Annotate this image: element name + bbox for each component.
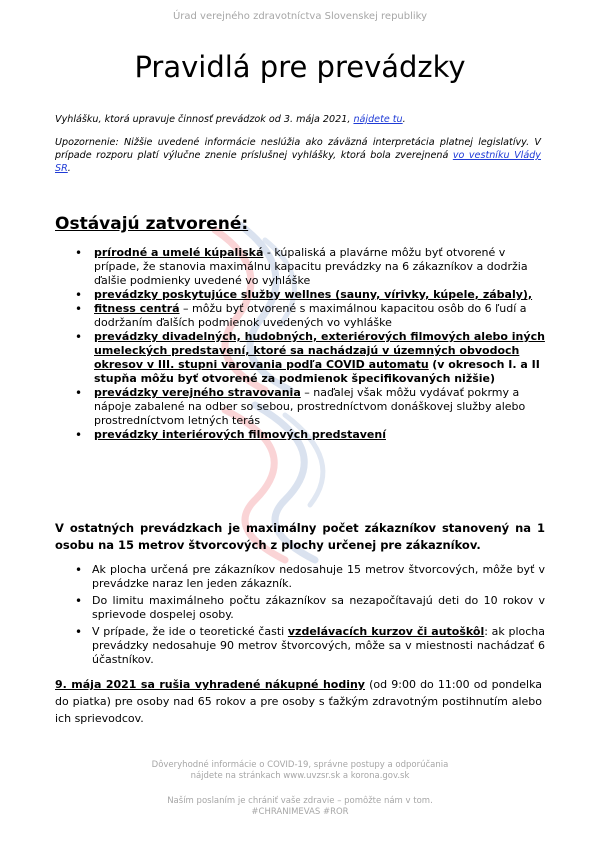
list-item <box>75 330 545 386</box>
item-title: prevádzky interiérových filmových predstavení <box>94 428 386 441</box>
item-text: – môžu byť otvorené s maximálnou kapacitou osôb do 6 ľudí a dodržaním ďalších podmienok uvedených vo vyhláške <box>94 302 527 329</box>
header-org: Úrad verejného zdravotníctva Slovenskej republiky <box>172 11 428 22</box>
notice-paragraph <box>55 136 541 175</box>
closed-heading: Ostávajú zatvorené: <box>55 214 249 234</box>
notice-link[interactable]: vo vestníku Vlády SR <box>55 150 541 174</box>
intro-link[interactable]: nájdete tu <box>353 114 403 125</box>
intro-text: Vyhlášku, ktorá upravuje činnosť prevádzok od 3. mája 2021, <box>55 114 354 125</box>
list-item <box>75 386 545 428</box>
list-item <box>75 246 545 288</box>
list-item: • Do limitu maximálneho počtu zákazníkov sa nezapočítavajú deti do 10 rokov v sprievode dospelej osoby. <box>75 594 545 622</box>
intro-paragraph <box>55 113 541 126</box>
item-title: prírodné a umelé kúpaliská <box>94 246 264 259</box>
footer-line1: Dôveryhodné informácie o COVID-19, správne postupy a odporúčania <box>151 760 449 770</box>
may-paragraph <box>55 676 542 727</box>
footer <box>0 760 600 818</box>
item-title: prevádzky divadelných, hudobných, exteriérových filmových alebo iných umeleckých predstavení, ktoré sa nachádzajú v územných obvodoch okresov v III. stupni varovania podľa COVID automatu <box>94 330 545 371</box>
item-text: – naďalej však môžu vydávať pokrmy a nápoje zabalené na odber so sebou, prostredníctvom donáškovej služby alebo prostredníctvom letných terás <box>94 386 526 427</box>
list-item: • Ak plocha určená pre zákazníkov nedosahuje 15 metrov štvorcových, môže byť v prevádzke naraz len jeden zákazník. <box>75 563 545 591</box>
may-bold: 9. mája 2021 sa rušia vyhradené nákupné hodiny <box>55 678 365 691</box>
footer-line3: Naším poslaním je chrániť vaše zdravie – pomôžte nám v tom. <box>167 796 433 806</box>
may-text: (od 9:00 do 11:00 od pondelka do piatka) pre osoby nad 65 rokov a pre osoby s ťažkým zdravotným postihnutím alebo ich sprievodcov. <box>55 678 543 725</box>
intro-end: . <box>402 114 406 125</box>
item-bold: vzdelávacích kurzov či autoškôl <box>287 625 485 638</box>
closed-list <box>75 246 545 442</box>
item-post: : ak plocha prevádzky nedosahuje 90 metrov štvorcových, môže sa v miestnosti nachádzať 6 účastníkov. <box>92 625 545 666</box>
item-pre: V prípade, že ide o teoretické časti <box>92 625 288 638</box>
footer-line4: #CHRANIMEVAS #ROR <box>251 807 349 817</box>
item-title: fitness centrá <box>94 302 180 315</box>
footer-line2: nájdete na stránkach www.uvzsr.sk a korona.gov.sk <box>190 771 410 781</box>
notice-text: Upozornenie: Nižšie uvedené informácie neslúžia ako záväzná interpretácia platnej legislatívy. V prípade rozporu platí výlučne znenie príslušnej vyhlášky, ktorá bola zverejnená <box>55 137 541 161</box>
item-note: (v okresoch I. a II stupňa môžu byť otvorené za podmienok špecifikovaných nižšie) <box>94 358 540 385</box>
list-item <box>75 625 545 667</box>
list-item <box>75 288 545 302</box>
capacity-list <box>75 563 545 670</box>
item-text: - kúpaliská a plavárne môžu byť otvorené v prípade, že stanovia maximálnu kapacitu prevádzky na 6 zákazníkov a dodržia ďalšie podmienky uvedené vo vyhláške <box>94 246 528 287</box>
list-item <box>75 428 545 442</box>
page-title: Pravidlá pre prevádzky <box>134 50 466 84</box>
list-item <box>75 302 545 330</box>
item-title: prevádzky verejného stravovania <box>94 386 301 399</box>
item-title: prevádzky poskytujúce služby wellnes (sauny, vírivky, kúpele, zábaly), <box>94 288 533 301</box>
capacity-paragraph: V ostatných prevádzkach je maximálny počet zákazníkov stanovený na 1 osobu na 15 metrov štvorcových z plochy určenej pre zákazníkov. <box>55 521 545 552</box>
notice-end: . <box>67 163 71 174</box>
